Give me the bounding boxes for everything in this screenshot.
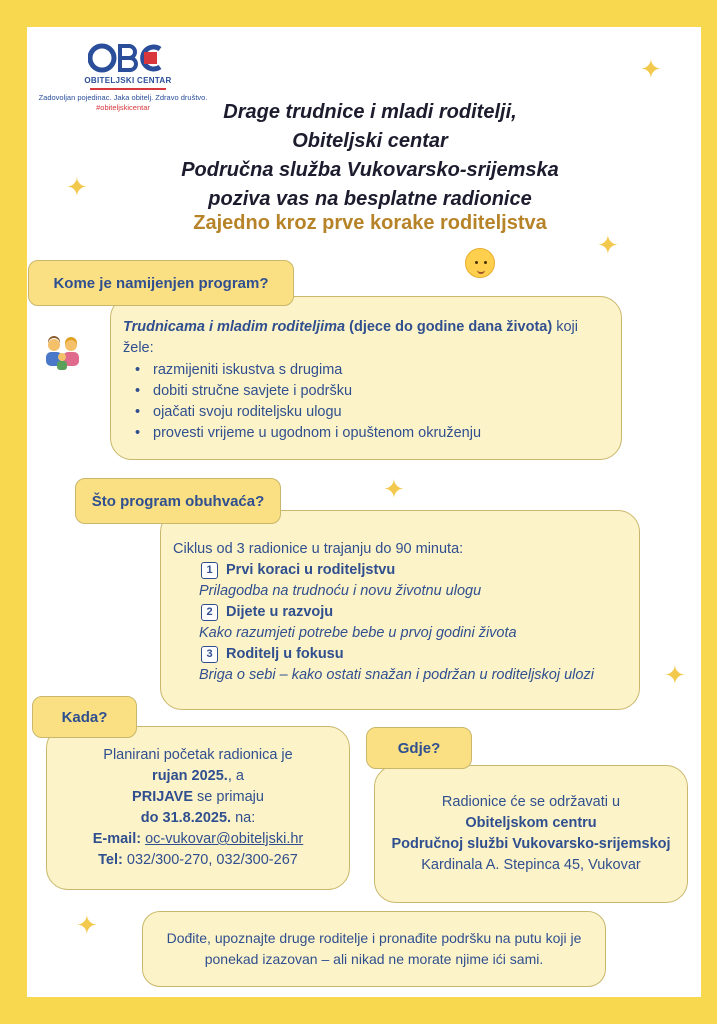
phone-label: Tel: xyxy=(98,852,123,868)
location-place: Područnoj službi Vukovarsko-srijemskoj xyxy=(391,836,671,852)
schedule-label: Kada? xyxy=(32,696,137,738)
closing-text: Dođite, upoznajte druge roditelje i pronađite podršku na putu koji je ponekad izazovan – ali nikad ne morate njime ići sami. xyxy=(166,930,582,967)
location-line: Radionice će se održavati u xyxy=(441,794,621,810)
program-label: Što program obuhvaća? xyxy=(75,478,281,524)
program-intro: Ciklus od 3 radionice u trajanju do 90 minuta: xyxy=(173,541,464,557)
program-step-title xyxy=(201,644,629,665)
program-step-desc: Kako razumjeti potrebe bebe u prvoj godini života xyxy=(199,625,517,641)
start-date-rest: , a xyxy=(227,768,244,784)
program-step-desc: Briga o sebi – kako ostati snažan i podržan u roditeljskoj ulozi xyxy=(199,667,594,683)
list-item: • ojačati svoju roditeljsku ulogu xyxy=(123,402,607,423)
list-item: • dobiti stručne savjete i podršku xyxy=(123,381,607,402)
phone-numbers: 032/300-270, 032/300-267 xyxy=(126,852,298,868)
page-subtitle: Zajedno kroz prve korake roditeljstva xyxy=(193,212,547,234)
schedule-line xyxy=(47,808,349,829)
location-address: Kardinala A. Stepinca 45, Vukovar xyxy=(421,857,641,873)
audience-lead-em: Trudnicama i mladim roditeljima xyxy=(123,319,346,335)
applications-rest: se primaju xyxy=(193,789,264,805)
location-label: Gdje? xyxy=(366,727,472,769)
baby-face-icon xyxy=(465,248,495,278)
list-item: • provesti vrijeme u ugodnom i opuštenom okruženju xyxy=(123,423,607,444)
schedule-line xyxy=(47,766,349,787)
heading-line: Obiteljski centar xyxy=(292,130,448,152)
logo-name: OBITELJSKI CENTAR xyxy=(84,76,172,85)
location-place: Obiteljskom centru xyxy=(465,815,597,831)
sparkle-icon: ✦ xyxy=(597,230,619,260)
obc-logo-mark xyxy=(88,40,168,76)
phone-line xyxy=(47,850,349,871)
step-title-text: Roditelj u fokusu xyxy=(226,646,344,662)
page-heading xyxy=(110,98,630,214)
logo-divider xyxy=(90,88,166,90)
sparkle-icon: ✦ xyxy=(664,660,686,690)
step-number-badge: 3 xyxy=(201,646,218,663)
step-title-text: Dijete u razvoju xyxy=(226,604,334,620)
step-number-badge: 1 xyxy=(201,562,218,579)
step-number-badge: 2 xyxy=(201,604,218,621)
audience-box xyxy=(110,296,622,460)
sparkle-icon: ✦ xyxy=(383,474,405,504)
heading-line: Područna služba Vukovarsko-srijemska xyxy=(181,159,559,181)
email-label: E-mail: xyxy=(92,831,142,847)
logo-hashtag: #obiteljskicentar xyxy=(96,103,150,112)
audience-label: Kome je namijenjen program? xyxy=(28,260,294,306)
step-title-text: Prvi koraci u roditeljstvu xyxy=(226,562,396,578)
sparkle-icon: ✦ xyxy=(66,172,88,202)
sparkle-icon: ✦ xyxy=(76,910,98,940)
list-item: • razmijeniti iskustva s drugima xyxy=(123,360,607,381)
location-box xyxy=(374,765,688,903)
schedule-box xyxy=(46,726,350,890)
program-step-title xyxy=(201,560,629,581)
program-step-desc: Prilagodba na trudnoću i novu životnu ulogu xyxy=(199,583,482,599)
start-date: rujan 2025. xyxy=(152,768,228,784)
email-link[interactable]: oc-vukovar@obiteljski.hr xyxy=(145,831,304,847)
email-line xyxy=(47,829,349,850)
program-step-title xyxy=(201,602,629,623)
audience-lead-rest: koji žele: xyxy=(123,319,578,356)
audience-list xyxy=(123,360,607,444)
audience-lead-bold: (djece do godine dana života) xyxy=(349,319,553,335)
sparkle-icon: ✦ xyxy=(640,54,662,84)
schedule-line: Planirani početak radionica je xyxy=(103,747,293,763)
applications-label: PRIJAVE xyxy=(132,789,194,805)
schedule-line xyxy=(47,787,349,808)
closing-box xyxy=(142,911,606,987)
heading-line: poziva vas na besplatne radionice xyxy=(208,188,532,210)
heading-line: Drage trudnice i mladi roditelji, xyxy=(223,101,517,123)
program-box xyxy=(160,510,640,710)
deadline-rest: na: xyxy=(231,810,256,826)
deadline-date: do 31.8.2025. xyxy=(140,810,232,826)
family-icon xyxy=(42,336,84,370)
logo-tagline: Zadovoljan pojedinac. Jaka obitelj. Zdravo društvo. xyxy=(38,93,208,102)
